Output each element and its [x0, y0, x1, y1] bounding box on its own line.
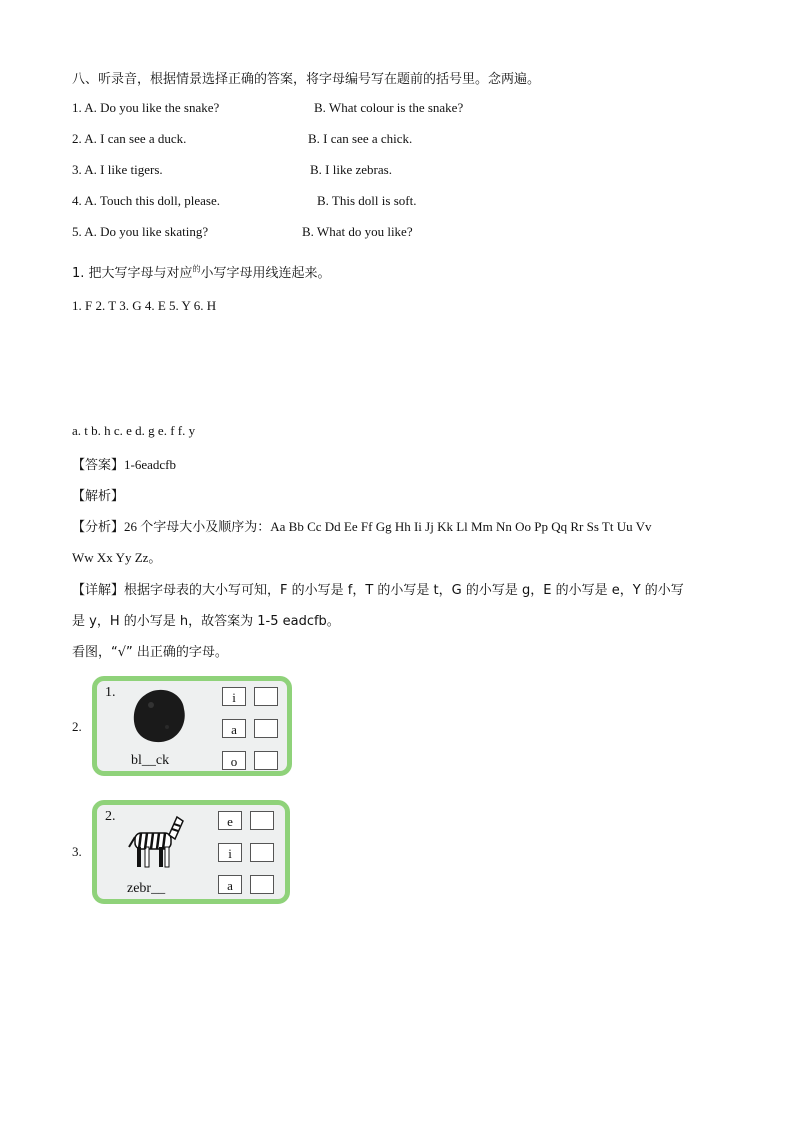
- detail-line: 【详解】根据字母表的大小写可知，F 的小写是 f，T 的小写是 t，G 的小写是 g，E 的小写是 e，Y 的小写: [72, 583, 684, 598]
- letter-box-e: e: [218, 811, 242, 830]
- letter-box-a: a: [218, 875, 242, 894]
- question-4-option-a: 4. A. Touch this doll, please.: [72, 193, 220, 208]
- question-4-option-b: B. This doll is soft.: [317, 193, 417, 208]
- lowercase-letters: a. t b. h c. e d. g e. f f. y: [72, 423, 196, 438]
- answer-line: 【答案】1-6eadcfb: [72, 457, 176, 473]
- question-1-option-a: 1. A. Do you like the snake?: [72, 100, 220, 115]
- uppercase-letters: 1. F 2. T 3. G 4. E 5. Y 6. H: [72, 298, 217, 313]
- section8-heading: 八、听录音，根据情景选择正确的答案，将字母编号写在题前的括号里。念两遍。: [72, 72, 541, 87]
- black-paint-blob-icon: [129, 687, 189, 745]
- question-3-option-a: 3. A. I like tigers.: [72, 162, 163, 177]
- check-box-i[interactable]: [250, 843, 274, 862]
- question-2-option-a: 2. A. I can see a duck.: [72, 131, 187, 146]
- letter-box-i: i: [218, 843, 242, 862]
- question-3-number: 3.: [72, 844, 82, 859]
- question-2-number: 2.: [72, 719, 82, 734]
- picture-card-zebra: 2. zebr__ e i a: [92, 800, 290, 904]
- check-box-e[interactable]: [250, 811, 274, 830]
- letter-box-a: a: [222, 719, 246, 738]
- check-box-i[interactable]: [254, 687, 278, 706]
- question-3-option-b: B. I like zebras.: [310, 162, 392, 177]
- check-box-a[interactable]: [250, 875, 274, 894]
- detail-line-2: 是 y，H 的小写是 h，故答案为 1-5 eadcfb。: [72, 614, 340, 629]
- match-instruction: 1. 把大写字母与对应$^的$小写字母用线连起来。: [72, 264, 331, 281]
- letter-box-i: i: [222, 687, 246, 706]
- check-box-o[interactable]: [254, 751, 278, 770]
- fenxi-line-2: Ww Xx Yy Zz。: [72, 550, 162, 565]
- picture-card-black: 1. bl__ck i a o: [92, 676, 292, 776]
- letter-box-o: o: [222, 751, 246, 770]
- analysis-tag: 【解析】: [72, 489, 125, 504]
- look-instruction: 看图，“√” 出正确的字母。: [72, 645, 228, 660]
- word-bl-ck: bl__ck: [131, 753, 170, 768]
- question-1-option-b: B. What colour is the snake?: [314, 100, 464, 115]
- check-box-a[interactable]: [254, 719, 278, 738]
- word-zebr: zebr__: [127, 881, 166, 896]
- fenxi-line: 【分析】26 个字母大小及顺序为：Aa Bb Cc Dd Ee Ff Gg Hh Ii Jj Kk Ll Mm Nn Oo Pp Qq Rr Ss Tt Uu Vv: [72, 519, 652, 535]
- question-5-option-b: B. What do you like?: [302, 224, 413, 239]
- question-2-option-b: B. I can see a chick.: [308, 131, 413, 146]
- question-5-option-a: 5. A. Do you like skating?: [72, 224, 209, 239]
- zebra-icon: [123, 811, 187, 873]
